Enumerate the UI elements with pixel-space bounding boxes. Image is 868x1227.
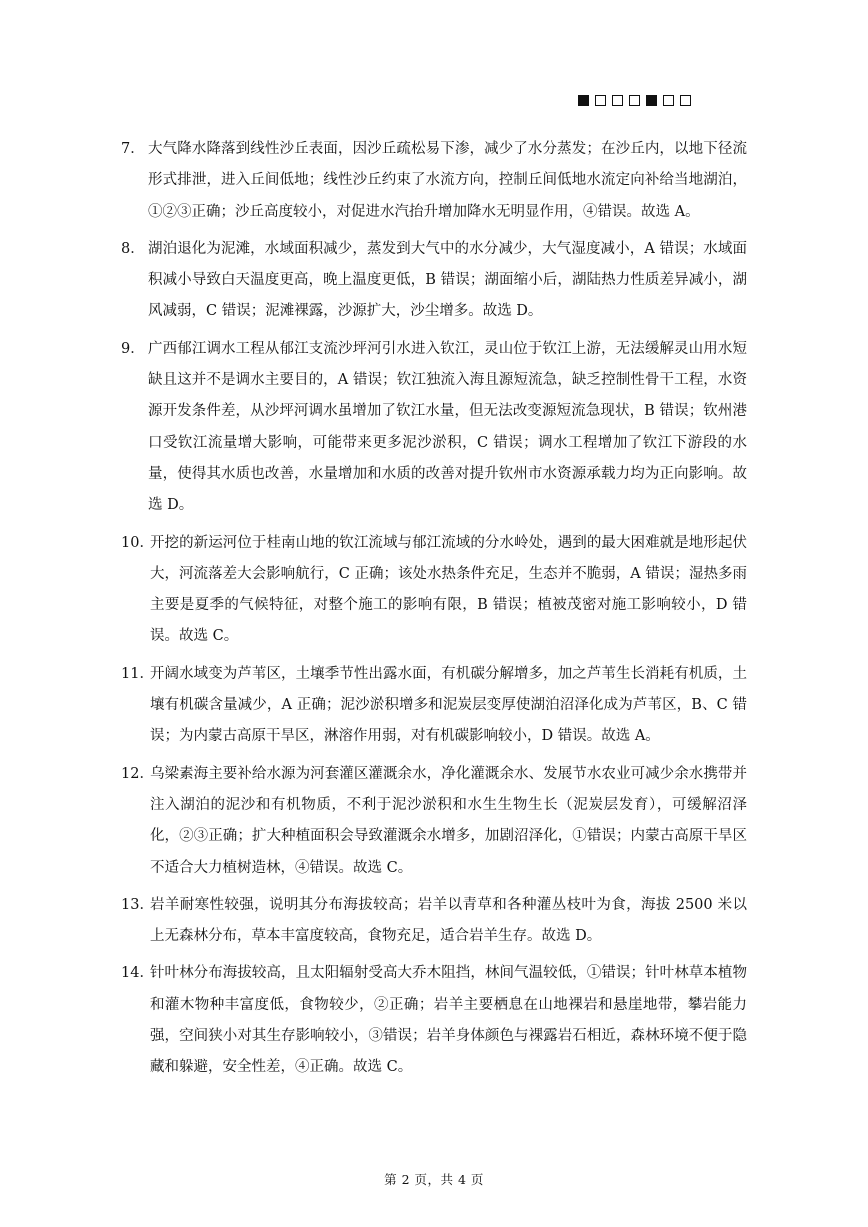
answer-item-9 — [121, 334, 747, 522]
answer-item-13 — [121, 890, 747, 953]
item-number: 12． — [121, 765, 154, 782]
item-number: 13． — [121, 896, 154, 913]
item-number: 7． — [121, 141, 145, 157]
item-number: 10． — [121, 534, 154, 551]
item-text: 广西郁江调水工程从郁江支流沙坪河引水进入钦江，灵山位于钦江上游，无法缓解灵山用水短缺且这并不是调水主要目的，A 错误；钦江独流入海且源短流急，缺乏控制性骨干工程，水资源开发条件差，从沙坪河调水虽增加了钦江水量，但无法改变源短流急现状，B 错误；钦州港口受钦江流量增大影响，可能带来更多泥沙淤积，C 错误；调水工程增加了钦江下游段的水量，使得其水质也改善，水量增加和水质的改善对提升钦州市水资源承载力均为正向影响。故选 D。 — [148, 340, 747, 514]
item-text: 湖泊退化为泥滩，水域面积减少，蒸发到大气中的水分减少，大气湿度减小，A 错误；水域面积减小导致白天温度更高，晚上温度更低，B 错误；湖面缩小后，湖陆热力性质差异减小，湖风减弱，C 错误；泥滩裸露，沙源扩大，沙尘增多。故选 D。 — [148, 240, 747, 320]
indicator-square-5 — [646, 95, 657, 106]
item-text: 大气降水降落到线性沙丘表面，因沙丘疏松易下渗，减少了水分蒸发；在沙丘内，以地下径流形式排泄，进入丘间低地；线性沙丘约束了水流方向，控制丘间低地水流定向补给当地湖泊，①②③正确；沙丘高度较小，对促进水汽抬升增加降水无明显作用，④错误。故选 A。 — [148, 141, 747, 220]
indicator-square-3 — [612, 95, 623, 106]
indicator-square-6 — [663, 95, 674, 106]
answer-item-14 — [121, 958, 747, 1083]
answer-item-8 — [121, 234, 747, 328]
page-footer: 第 2 页，共 4 页 — [384, 1172, 484, 1187]
item-text: 乌梁素海主要补给水源为河套灌区灌溉余水，净化灌溉余水、发展节水农业可减少余水携带并注入湖泊的泥沙和有机物质，不利于泥沙淤积和水生生物生长（泥炭层发育），可缓解沼泽化，②③正确；扩大种植面积会导致灌溉余水增多，加剧沼泽化，①错误；内蒙古高原干旱区不适合大力植树造林，④错误。故选 C。 — [150, 765, 747, 876]
item-text: 针叶林分布海拔较高，且太阳辐射受高大乔木阻挡，林间气温较低，①错误；针叶林草本植物和灌木物种丰富度低，食物较少，②正确；岩羊主要栖息在山地裸岩和悬崖地带，攀岩能力强，空间狭小对其生存影响较小，③错误；岩羊身体颜色与裸露岩石相近，森林环境不便于隐藏和躲避，安全性差，④正确。故选 C。 — [150, 965, 747, 1076]
indicator-square-4 — [629, 95, 640, 106]
page-indicator — [578, 95, 691, 106]
answer-item-10 — [121, 528, 747, 653]
item-text: 开阔水域变为芦苇区，土壤季节性出露水面，有机碳分解增多，加之芦苇生长消耗有机质，土壤有机碳含量减少，A 正确；泥沙淤积增多和泥炭层变厚使湖泊沼泽化成为芦苇区，B、C 错误；为内蒙古高原干旱区，淋溶作用弱，对有机碳影响较小，D 错误。故选 A。 — [150, 665, 747, 745]
item-text: 开挖的新运河位于桂南山地的钦江流域与郁江流域的分水岭处，遇到的最大困难就是地形起伏大，河流落差大会影响航行，C 正确；该处水热条件充足，生态并不脆弱，A 错误；湿热多雨主要是夏季的气候特征，对整个施工的影响有限，B 错误；植被茂密对施工影响较小，D 错误。故选 C。 — [150, 534, 747, 645]
item-number: 8． — [121, 240, 145, 257]
indicator-square-1 — [578, 95, 589, 106]
answer-item-7 — [121, 134, 747, 228]
answer-item-12 — [121, 759, 747, 884]
answer-item-11 — [121, 659, 747, 753]
indicator-square-2 — [595, 95, 606, 106]
item-text: 岩羊耐寒性较强，说明其分布海拔较高；岩羊以青草和各种灌丛枝叶为食，海拔 2500 米以上无森林分布，草本丰富度较高，食物充足，适合岩羊生存。故选 D。 — [150, 896, 747, 945]
answer-explanations — [121, 134, 747, 1090]
indicator-square-7 — [680, 95, 691, 106]
item-number: 9． — [121, 340, 145, 357]
item-number: 14． — [121, 965, 154, 982]
item-number: 11． — [121, 665, 154, 682]
